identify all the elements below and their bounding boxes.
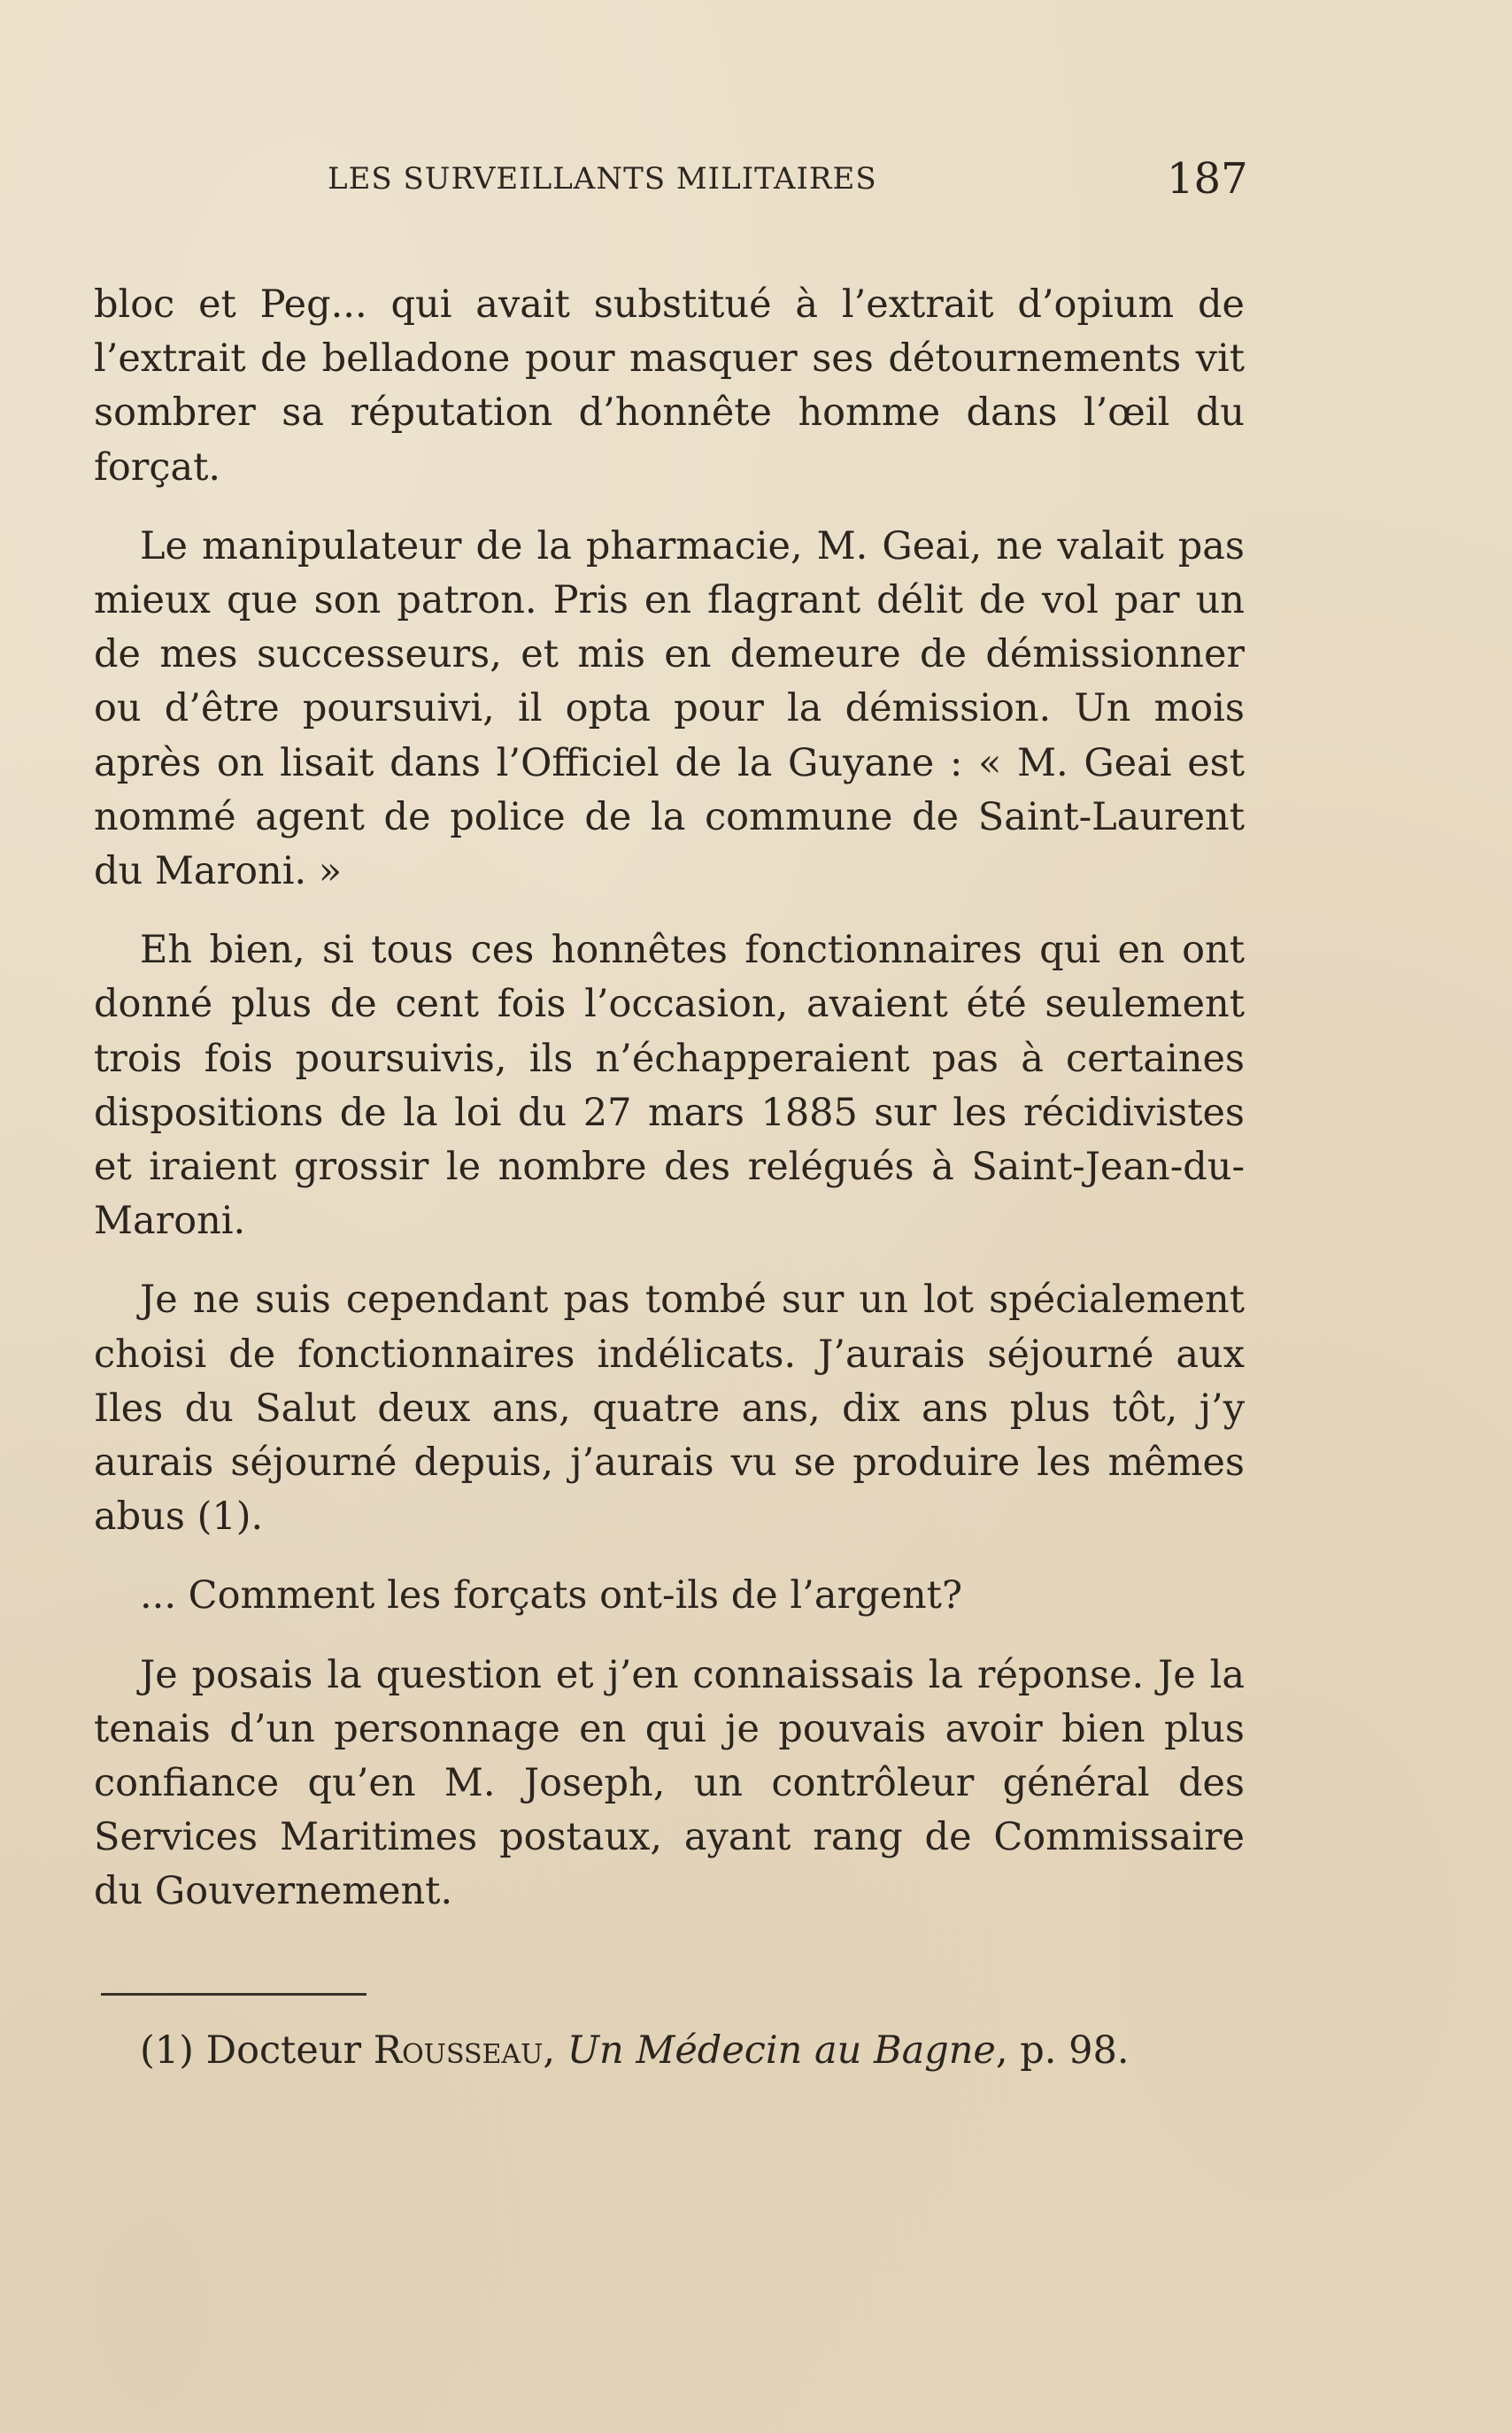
footnote-title: Un Médecin au Bagne [567, 2028, 996, 2073]
footnote: (1) Docteur Rousseau, Un Médecin au Bagne, p. 98. [140, 2028, 1130, 2073]
body-text [94, 278, 1245, 1944]
footnote-author-prefix: Docteur [205, 2028, 362, 2073]
paragraph-4 [94, 1273, 1245, 1544]
running-head: LES SURVEILLANTS MILITAIRES [328, 161, 877, 197]
page-number: 187 [1167, 154, 1248, 204]
footnote-reference: (1) [197, 1495, 251, 1540]
paragraph-3: Eh bien, si tous ces honnêtes fonctionnaires qui en ont donné plus de cent fois l’occasion, avaient été seulement trois fois poursuivis, ils n’échapperaient pas à certaines dispositions de la loi du 27 mars 1885 sur les récidivistes et iraient grossir le nombre des relégués à Saint-Jean-du-Maroni. [94, 928, 1245, 1244]
footnote-rule [101, 1993, 366, 1996]
paragraph-5: ... Comment les forçats ont-ils de l’argent? [140, 1573, 963, 1618]
footnote-marker: (1) [140, 2028, 194, 2073]
paragraph-4-tail: . [251, 1495, 264, 1540]
paragraph-6: Je posais la question et j’en connaissais la réponse. Je la tenais d’un personnage en qui je pouvais avoir bien plus confiance qu’en M. Joseph, un contrôleur général des Services Maritimes postaux, ayant rang de Commissaire du Gouvernement. [94, 1652, 1245, 1914]
paragraph-2: Le manipulateur de la pharmacie, M. Geai, ne valait pas mieux que son patron. Pris en flagrant délit de vol par un de mes successeurs, et mis en demeure de démissionner ou d’être poursuivi, il opta pour la démission. Un mois après on lisait dans l’Officiel de la Guyane : « M. Geai est nommé agent de police de la commune de Saint-Laurent du Maroni. » [94, 523, 1245, 894]
footnote-author-name: Rousseau [373, 2028, 544, 2073]
paragraph-1: bloc et Peg... qui avait substitué à l’extrait d’opium de l’extrait de belladone pour masquer ses détournements vit sombrer sa réputation d’honnête homme dans l’œil du forçat. [94, 282, 1245, 490]
paragraph-4-text: Je ne suis cependant pas tombé sur un lot spécialement choisi de fonctionnaires indélicats. J’aurais séjourné aux Iles du Salut deux ans, quatre ans, dix ans plus tôt, j’y aurais séjourné depuis, j’aurais vu se produire les mêmes abus [94, 1278, 1245, 1540]
footnote-page-ref: p. 98. [1020, 2028, 1130, 2073]
